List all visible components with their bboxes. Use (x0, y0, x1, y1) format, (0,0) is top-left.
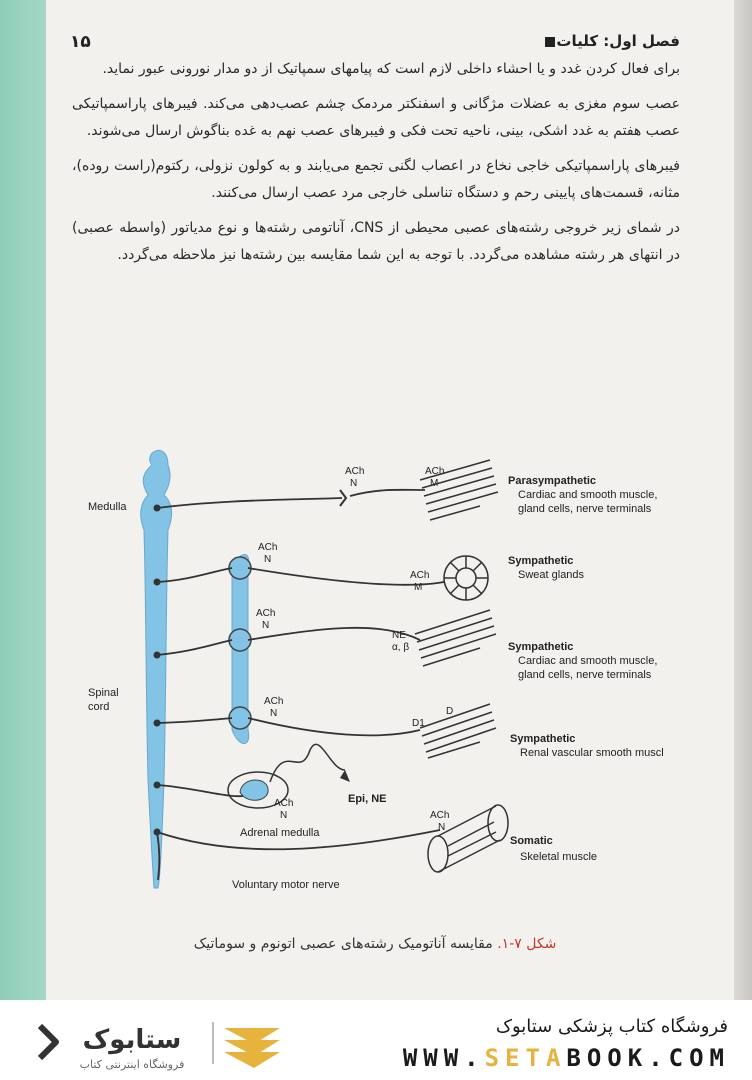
paragraph: برای فعال کردن غدد و یا احشاء داخلی لازم است که پیامهای سمپاتیک از دو مدار نورونی عبور نماید. (102, 61, 680, 77)
mediator-label: ACh (410, 570, 430, 581)
receptor-label: M (430, 478, 439, 489)
pathway-target: Cardiac and smooth muscle, (518, 489, 658, 501)
fiber-symp1-pre (157, 568, 232, 582)
mediator-label: ACh (425, 466, 445, 477)
fiber-adrenal-pre (157, 785, 250, 796)
mediator-label: ACh (274, 798, 294, 809)
pathway-target: Renal vascular smooth muscl (520, 747, 664, 759)
mediator-label: D (446, 706, 454, 717)
mediator-label: ACh (345, 466, 365, 477)
fiber-symp2-pre (157, 640, 232, 655)
pathway-type: Sympathetic (508, 555, 574, 567)
url-suffix: BOOK.COM (566, 1044, 730, 1072)
cord-label: cord (88, 701, 110, 713)
pathway-target: Sweat glands (518, 569, 585, 581)
receptor-label: N (262, 620, 270, 631)
fiber-para-post (350, 490, 425, 496)
mediator-label: NE (392, 630, 406, 641)
mediator-label: ACh (264, 696, 284, 707)
store-url[interactable] (403, 1044, 730, 1072)
square-bullet-icon (545, 37, 555, 47)
mediator-label: Epi, NE (348, 793, 387, 805)
caption-text: مقایسه آناتومیک رشته‌های عصبی اتونوم و سوماتیک (193, 936, 498, 952)
mediator-label: ACh (256, 608, 276, 619)
fiber-para-pre (157, 498, 342, 508)
paragraph: فیبرهای پاراسمپاتیکی خاجی نخاع در اعصاب لگنی تجمع می‌یابند و به کولون نزولی، رکتوم(راست روده)، مثانه، قسمت‌های پایینی رحم و دستگاه تناسلی خارجی مرد عصب ارسال می‌کنند. (72, 158, 680, 201)
mediator-label: ACh (430, 810, 450, 821)
pathway-target: gland cells, nerve terminals (518, 669, 652, 681)
pathway-target: Cardiac and smooth muscle, (518, 655, 658, 667)
medulla-label: Medulla (88, 501, 127, 513)
ganglion-2 (229, 629, 251, 651)
paragraph: در شمای زیر خروجی رشته‌های عصبی محیطی از CNS، آناتومی رشته‌ها و نوع مدیاتور (واسطه عصبی) در انتهای هر رشته مشاهده می‌گردد. با توجه به این شما مقایسه بین رشته‌ها نیز ملاحظه می‌گردد. (72, 220, 680, 263)
url-accent: SETA (484, 1044, 567, 1072)
pathway-target: Skeletal muscle (520, 851, 598, 863)
paragraph: عصب سوم مغزی به عضلات مژگانی و اسفنکتر مردمک چشم عصب‌دهی می‌کند. فیبرهای پاراسمپاتیکی عصب هفتم به غدد اشکی، بینی، ناحیه تحت فکی و فیبرهای عصب نهم به غده بناگوش ارسال می‌شوند. (72, 96, 680, 139)
logo-text: ستابوک (82, 1025, 182, 1055)
sweat-gland-icon (444, 556, 488, 600)
store-name: فروشگاه کتاب پزشکی ستابوک (495, 1016, 728, 1037)
setabook-logo[interactable] (28, 1008, 298, 1074)
fiber-symp3-post (248, 718, 420, 735)
pathway-type: Sympathetic (508, 641, 574, 653)
chapter-title: فصل اول: کلیات (556, 32, 680, 50)
url-prefix: WWW. (402, 1044, 485, 1072)
receptor-label: N (350, 478, 358, 489)
fiber-symp3-pre (157, 718, 232, 723)
spinal-label: Spinal (88, 687, 119, 699)
pathway-type: Somatic (510, 835, 553, 847)
page-number: ۱۵ (70, 32, 91, 52)
pathway-type: Sympathetic (510, 733, 576, 745)
receptor-label: N (264, 554, 272, 565)
receptor-label: D1 (412, 718, 425, 729)
adrenal-medulla-label: Adrenal medulla (240, 827, 320, 839)
ganglion-3 (229, 707, 251, 729)
nerve-diagram (0, 440, 752, 900)
ganglion-1 (229, 557, 251, 579)
mediator-label: ACh (258, 542, 278, 553)
store-footer (0, 1000, 752, 1080)
smooth-muscle-icon (415, 460, 498, 758)
voluntary-motor-nerve-label: Voluntary motor nerve (232, 879, 340, 891)
receptor-label: N (270, 708, 278, 719)
nerve-fibers (157, 490, 444, 880)
logo-subtitle: فروشگاه اینترنتی کتاب (79, 1058, 185, 1071)
figure-caption (120, 936, 630, 952)
caption-label: شکل ۷-۱. (497, 936, 557, 952)
pathway-target: gland cells, nerve terminals (518, 503, 652, 515)
receptor-label: α, β (392, 642, 410, 653)
body-text (72, 56, 680, 277)
receptor-label: N (280, 810, 288, 821)
receptor-label: N (438, 822, 446, 833)
spinal-cord-shape (141, 450, 172, 888)
pathway-type: Parasympathetic (508, 475, 597, 487)
page-header (70, 32, 680, 56)
receptor-label: M (414, 582, 423, 593)
